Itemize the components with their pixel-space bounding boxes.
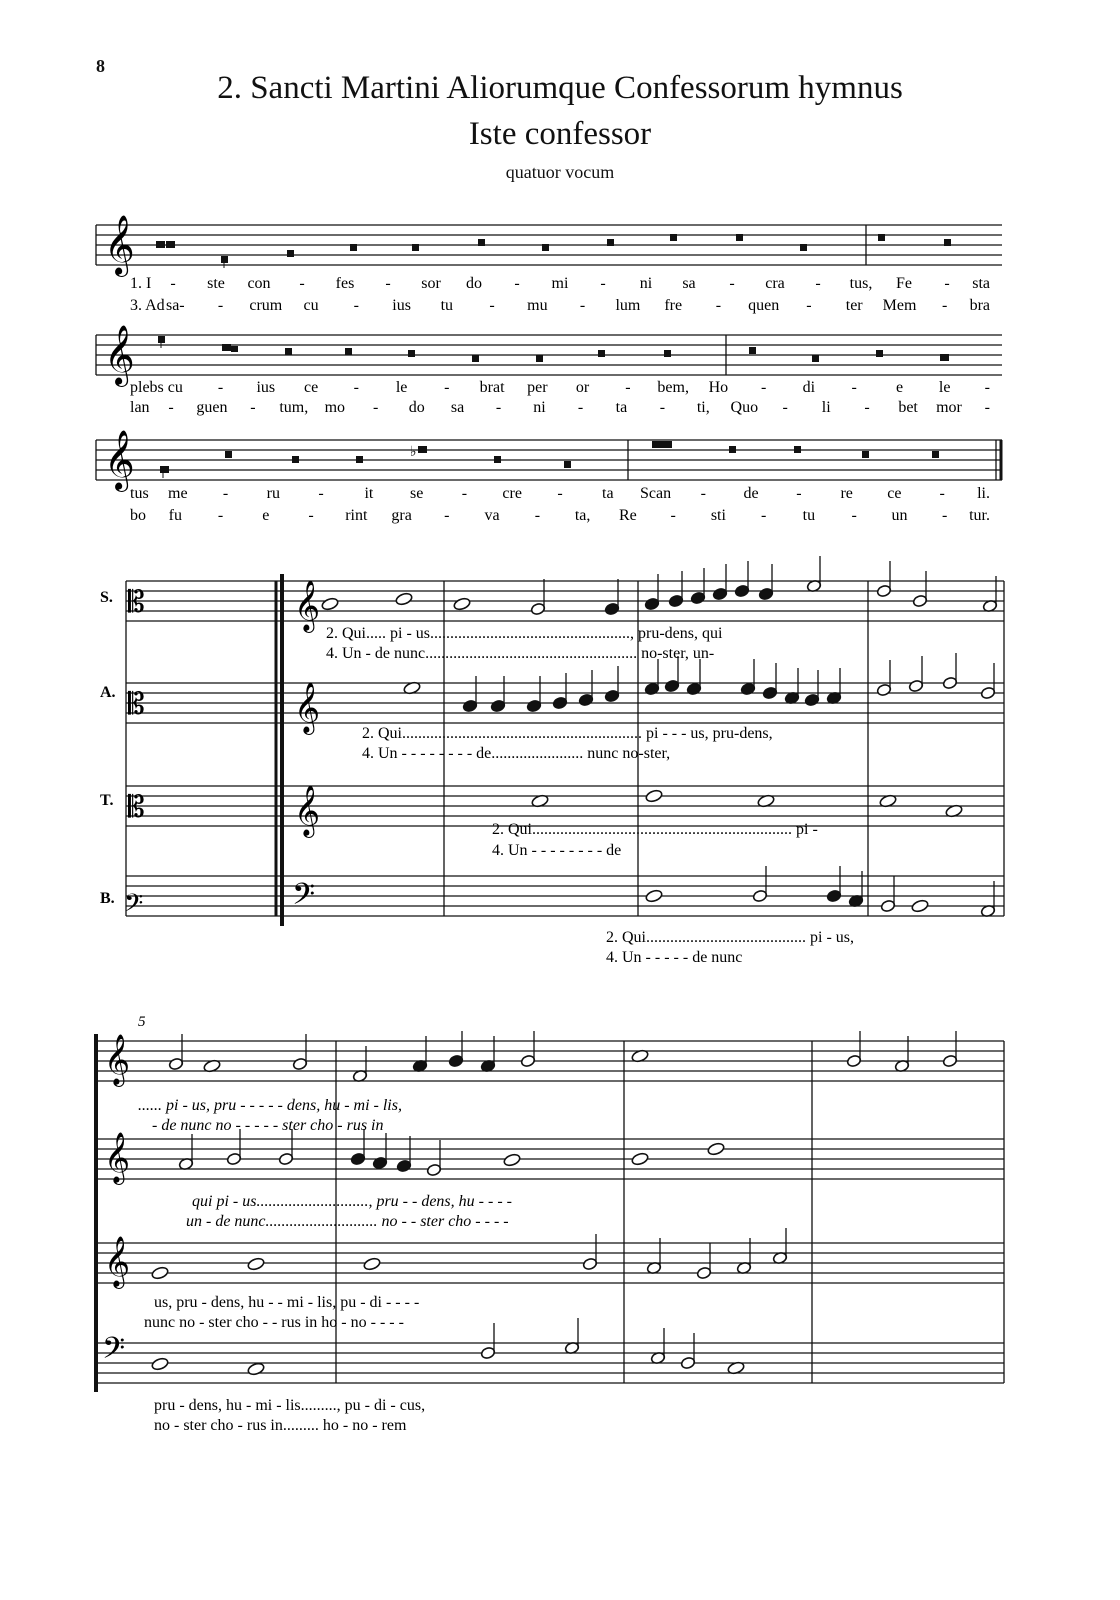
- chant-syllable: -: [353, 297, 359, 314]
- chant-syllable: le: [938, 379, 951, 396]
- chant-syllable: con: [247, 275, 271, 292]
- chant-syllable: -: [577, 399, 584, 416]
- s2-bass-verse4: no - ster cho - rus in......... ho - no - rem: [154, 1417, 407, 1434]
- chant-syllable: fre: [664, 297, 683, 314]
- modern-clefs: [292, 581, 320, 918]
- chant-syllable: -: [851, 507, 857, 524]
- note-head: [395, 592, 413, 606]
- chant-syllable: li.: [977, 485, 990, 502]
- chant-syllable: cre: [502, 485, 522, 502]
- chant-notes-2: [158, 336, 949, 362]
- chant-syllable: lan: [130, 399, 150, 416]
- chant-syllable: ius: [256, 379, 276, 396]
- chant-syllable: -: [625, 379, 631, 396]
- chant-syllable: per: [527, 379, 548, 396]
- chant-syllable: ti,: [696, 399, 710, 416]
- chant-syllable: sti: [710, 507, 726, 524]
- chant-syllable: -: [659, 399, 666, 416]
- chant-syllable: bo: [130, 507, 146, 524]
- chant-syllable: -: [250, 399, 256, 416]
- s1-bass-verse4: 4. Un - - - - - de nunc: [606, 949, 743, 966]
- treble-clef-icon: 𝄞: [104, 327, 135, 384]
- chant-syllable: ter: [845, 297, 863, 314]
- chant-syllable: ce: [303, 379, 319, 396]
- chant-syllable: guen: [196, 399, 228, 416]
- chant-staff-2: [96, 335, 1002, 375]
- chant-syllable: do: [408, 399, 425, 416]
- chant-syllable: -: [168, 399, 174, 416]
- treble-clef-icon: 𝄞: [294, 581, 321, 630]
- treble-clef-icon: 𝄞: [104, 217, 135, 274]
- chant-syllable: -: [534, 507, 541, 524]
- note-head: [151, 1266, 169, 1280]
- chant-syllable: Scan: [640, 485, 672, 502]
- chant-syllable: lum: [615, 297, 641, 314]
- chant-syllable: -: [579, 297, 586, 314]
- voices-note: quatuor vocum: [505, 162, 615, 182]
- voice-label-b: B.: [100, 890, 115, 907]
- bass-clef-icon: 𝄢: [124, 890, 144, 923]
- chant-syllable: crum: [249, 297, 283, 314]
- chant-syllable: Mem: [882, 297, 917, 314]
- chant-syllable: tu: [802, 507, 816, 524]
- note-head: [363, 1257, 381, 1271]
- chant-syllable: tur.: [969, 507, 990, 524]
- note-head: [321, 597, 339, 611]
- chant-syllable: -: [557, 485, 563, 502]
- s1-soprano-verse4: 4. Un - de nunc..................................................... no-ster, un-: [326, 645, 715, 662]
- chant-syllable: -: [353, 379, 359, 396]
- s2-soprano-verse2: ...... pi - us, pru - - - - - dens, hu - mi - lis,: [138, 1097, 402, 1114]
- s2-alto-verse4: un - de nunc............................ no - - ster cho - - - -: [186, 1213, 509, 1230]
- voice-label-t: T.: [100, 792, 114, 809]
- chant-syllable: 1. I: [130, 275, 152, 292]
- chant-syllable: mo: [324, 399, 346, 416]
- chant-syllable: sta: [972, 275, 990, 292]
- chant-syllable: -: [984, 379, 990, 396]
- alto-clef-icon: 𝄡: [128, 688, 145, 721]
- chant-syllable: de: [743, 485, 759, 502]
- note-head: [911, 899, 929, 913]
- chant-syllable: rint: [345, 507, 368, 524]
- chant-syllable: bet: [898, 399, 918, 416]
- chant-syllable: tum,: [279, 399, 309, 416]
- chant-notes-1: [156, 234, 951, 268]
- chant-syllable: -: [700, 485, 706, 502]
- chant-syllable: -: [984, 399, 990, 416]
- chant-syllable: -: [715, 297, 722, 314]
- chant-syllable: re: [840, 485, 853, 502]
- note-head: [247, 1362, 265, 1376]
- chant-syllable: Ho: [708, 379, 729, 396]
- chant-syllable: -: [514, 275, 520, 292]
- chant-syllable: -: [670, 507, 676, 524]
- chant-syllable: mor: [936, 399, 962, 416]
- note-head: [247, 1257, 265, 1271]
- treble-clef-icon: 𝄞: [104, 1035, 131, 1084]
- chant-syllable: -: [864, 399, 870, 416]
- note-head: [503, 1153, 521, 1167]
- s2-tenor-verse4: nunc no - ster cho - - rus in ho - no - - - -: [144, 1314, 404, 1331]
- s1-alto-verse2: 2. Qui............................................................ pi - - - us, pru-dens,: [362, 725, 773, 742]
- chant-syllable: sa: [450, 399, 465, 416]
- chant-syllable: -: [217, 507, 224, 524]
- chant-syllable: tus,: [849, 275, 873, 292]
- chant-syllable: tus: [130, 485, 149, 502]
- chant-syllable: do: [466, 275, 482, 292]
- treble-clef-icon: 𝄞: [294, 683, 321, 732]
- treble-clef-icon: 𝄞: [104, 1133, 131, 1182]
- treble-clef-icon: 𝄞: [294, 786, 321, 835]
- hymn-subtitle: Iste confessor: [468, 116, 652, 152]
- bass-clef-icon: 𝄢: [292, 878, 316, 918]
- s1-bass-verse2: 2. Qui........................................ pi - us,: [606, 929, 854, 946]
- chant-syllable: bem,: [657, 379, 689, 396]
- alto-clef-icon: 𝄡: [128, 791, 145, 824]
- chant-lyrics: [130, 275, 990, 524]
- chant-syllable: brat: [479, 379, 505, 396]
- chant-syllable: cu: [303, 297, 319, 314]
- incipit-clefs: [124, 586, 145, 923]
- chant-syllable: ta: [602, 485, 614, 502]
- chant-syllable: -: [318, 485, 324, 502]
- chant-syllable: quen: [748, 297, 780, 314]
- chant-syllable: me: [168, 485, 188, 502]
- chant-syllable: -: [600, 275, 606, 292]
- voice-label-a: A.: [100, 684, 116, 701]
- chant-syllable: ru: [266, 485, 280, 502]
- note-head: [645, 789, 663, 803]
- s2-tenor-verse2: us, pru - dens, hu - - mi - lis, pu - di - - - -: [154, 1294, 420, 1311]
- chant-syllable: e: [895, 379, 904, 396]
- s1-tenor-verse2: 2. Qui................................................................. pi -: [492, 821, 818, 838]
- chant-syllable: sor: [421, 275, 441, 292]
- chant-syllable: plebs: [130, 379, 164, 396]
- chant-syllable: di: [802, 379, 816, 396]
- system-2-clefs: [102, 1035, 130, 1372]
- chant-syllable: se: [410, 485, 424, 502]
- chant-syllable: ni: [639, 275, 653, 292]
- chant-syllable: tu: [440, 297, 454, 314]
- chant-syllable: ta,: [574, 507, 591, 524]
- chant-syllable: -: [217, 297, 224, 314]
- alto-clef-icon: 𝄡: [128, 586, 145, 619]
- chant-syllable: -: [815, 275, 821, 292]
- chant-syllable: -: [761, 507, 767, 524]
- chant-syllable: ce: [887, 485, 902, 502]
- chant-syllable: cra: [765, 275, 785, 292]
- voice-label-s: S.: [100, 589, 113, 606]
- chant-syllable: va: [484, 507, 500, 524]
- chant-syllable: -: [944, 275, 950, 292]
- treble-clef-icon: 𝄞: [104, 432, 135, 489]
- chant-syllable: bra: [969, 297, 990, 314]
- chant-syllable: -: [373, 399, 379, 416]
- chant-syllable: it: [364, 485, 374, 502]
- note-head: [631, 1152, 649, 1166]
- chant-syllable: -: [796, 485, 802, 502]
- chant-syllable: e: [262, 507, 270, 524]
- chant-syllable: -: [489, 297, 495, 314]
- chant-syllable: Quo: [730, 399, 759, 416]
- treble-clef-icon: 𝄞: [104, 1237, 131, 1286]
- chant-syllable: -: [851, 379, 857, 396]
- s1-soprano-verse2: 2. Qui..... pi - us.................................................., pru-dens, qui: [326, 625, 723, 642]
- chant-syllable: mu: [527, 297, 548, 314]
- chant-syllable: -: [444, 379, 450, 396]
- chant-syllable: li: [821, 399, 831, 416]
- note-head: [151, 1357, 169, 1371]
- voice-labels: [100, 589, 116, 907]
- s2-bass-verse2: pru - dens, hu - mi - lis........., pu - di - cus,: [154, 1397, 426, 1414]
- chant-syllable: -: [729, 275, 735, 292]
- chant-syllable: ste: [207, 275, 225, 292]
- chant-syllable: -: [806, 297, 812, 314]
- chant-syllable: Re: [619, 507, 637, 524]
- chant-syllable: cu: [167, 379, 183, 396]
- chant-syllable: -: [495, 399, 502, 416]
- chant-syllable: -: [299, 275, 305, 292]
- chant-syllable: or: [575, 379, 590, 396]
- s1-tenor-verse4: 4. Un - - - - - - - - de: [492, 842, 622, 859]
- chant-syllable: fu: [168, 507, 182, 524]
- chant-syllable: sa: [682, 275, 696, 292]
- s1-alto-verse4: 4. Un - - - - - - - - de....................... nunc no-ster,: [362, 745, 671, 762]
- chant-syllable: ius: [392, 297, 411, 314]
- page-number: 8: [96, 56, 105, 76]
- s2-soprano-verse4: - de nunc no - - - - - ster cho - rus in: [152, 1117, 384, 1134]
- chant-syllable: mi: [551, 275, 569, 292]
- chant-syllable: ta: [615, 399, 628, 416]
- chant-syllable: ni: [533, 399, 546, 416]
- chant-syllable: fes: [335, 275, 355, 292]
- chant-syllable: -: [217, 379, 224, 396]
- chant-syllable: le: [395, 379, 408, 396]
- chant-syllable: -: [444, 507, 450, 524]
- note-head: [453, 597, 471, 611]
- chant-staff-3: [96, 440, 1002, 480]
- chant-syllable: un: [891, 507, 908, 524]
- chant-syllable: sa-: [165, 297, 185, 314]
- chant-syllable: -: [461, 485, 468, 502]
- chant-syllable: Fe: [896, 275, 912, 292]
- chant-syllable: -: [761, 379, 767, 396]
- chant-syllable: gra: [391, 507, 412, 524]
- chant-syllable: -: [222, 485, 229, 502]
- s2-alto-verse2: qui pi - us............................, pru - - dens, hu - - - -: [192, 1193, 512, 1210]
- chant-syllable: -: [942, 297, 948, 314]
- chant-syllable: -: [308, 507, 314, 524]
- chant-syllable: -: [942, 507, 948, 524]
- chant-syllable: -: [939, 485, 945, 502]
- chant-syllable: 3. Ad: [130, 297, 165, 314]
- chant-syllable: -: [782, 399, 788, 416]
- note-head: [707, 1142, 725, 1156]
- hymn-title: 2. Sancti Martini Aliorumque Confessorum hymnus: [217, 70, 903, 106]
- chant-syllable: -: [385, 275, 391, 292]
- note-head: [645, 889, 663, 903]
- measure-number: 5: [138, 1014, 146, 1030]
- bass-clef-icon: 𝄢: [102, 1332, 126, 1372]
- chant-syllable: -: [170, 275, 176, 292]
- svg-text:♭: ♭: [410, 445, 417, 460]
